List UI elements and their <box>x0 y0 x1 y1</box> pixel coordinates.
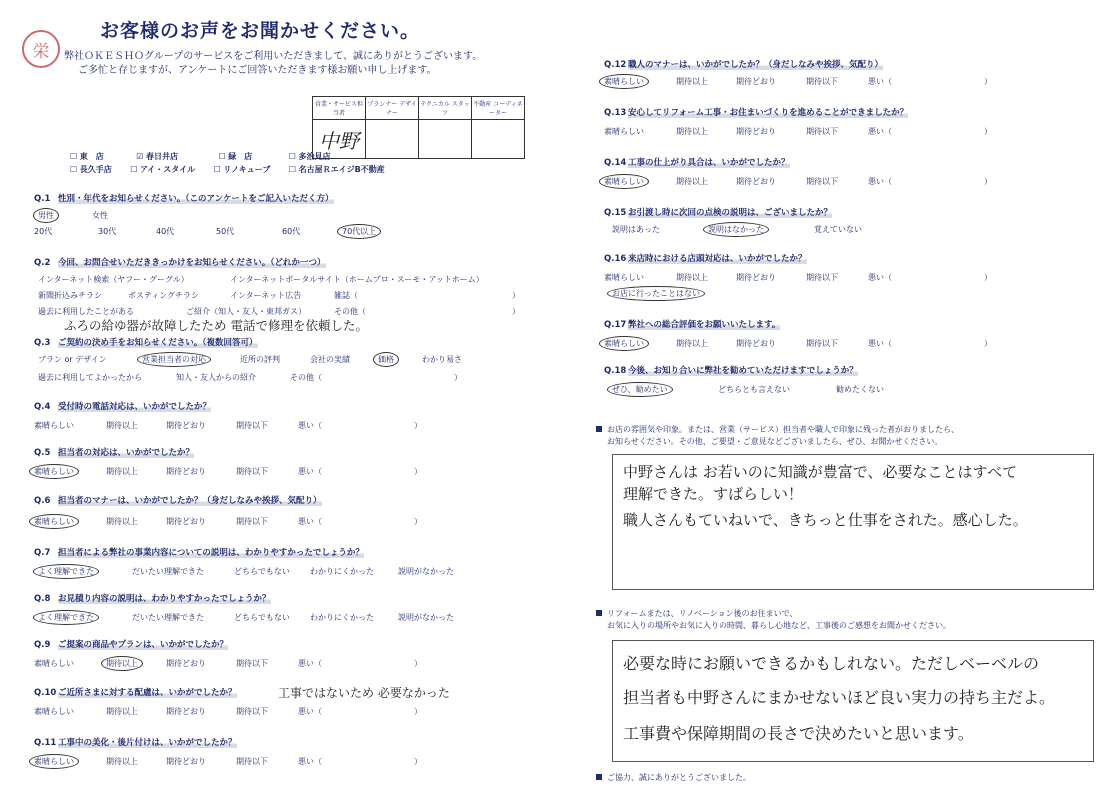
answer-option[interactable]: 悪い（ <box>298 467 322 476</box>
answer-option[interactable]: 期待以上 <box>106 707 138 716</box>
answer-option[interactable]: 近所の評判 <box>240 355 280 364</box>
answer-option[interactable]: ポスティングチラシ <box>128 291 200 300</box>
comment2-box[interactable] <box>612 640 1094 762</box>
question-heading <box>34 336 258 348</box>
answer-option[interactable]: その他（ <box>334 307 366 316</box>
answer-option[interactable]: 期待以上 <box>676 77 708 86</box>
answer-option[interactable]: ） <box>512 307 520 316</box>
answer-option[interactable]: 素晴らしい <box>604 273 644 282</box>
question-text: 職人のマナーは、いかがでしたか？（身だしなみや挨拶、気配り） <box>628 60 884 70</box>
store-checkbox[interactable]: ☑ 春日井店 <box>136 152 178 161</box>
answer-option[interactable]: 素晴らしい <box>599 336 649 351</box>
question-heading <box>34 592 271 604</box>
answer-option[interactable]: 50代 <box>216 227 235 236</box>
question-heading <box>604 156 790 168</box>
store-checkbox[interactable]: ☐ 緑 店 <box>218 152 253 161</box>
answer-option[interactable]: 期待以下 <box>236 757 268 766</box>
answer-option[interactable]: 期待以下 <box>806 77 838 86</box>
handwritten-line: 工事費や保障期間の長さで決めたいと思います。 <box>623 724 974 743</box>
question-number: Q.8 <box>34 594 51 604</box>
question-number: Q.3 <box>34 338 51 348</box>
answer-option[interactable]: 期待どおり <box>736 339 776 348</box>
answer-option[interactable]: 過去に利用してよかったから <box>38 373 142 382</box>
answer-option[interactable]: 期待どおり <box>166 421 206 430</box>
answer-option[interactable]: わかり易さ <box>422 355 462 364</box>
answer-option[interactable]: 期待以上 <box>106 421 138 430</box>
question-text: ご近所さまに対する配慮は、いかがでしたか？ <box>58 688 237 698</box>
intro-text <box>64 50 482 78</box>
answer-option[interactable]: 期待どおり <box>166 517 206 526</box>
question-number: Q.4 <box>34 402 51 412</box>
answer-option[interactable]: 期待以下 <box>806 339 838 348</box>
question-heading <box>34 638 228 650</box>
question-heading <box>604 364 858 376</box>
staff-header: 不動産 コーディネーター <box>472 97 525 120</box>
answer-option[interactable]: ） <box>512 291 520 300</box>
answer-option[interactable]: ） <box>984 339 992 348</box>
handwritten-line: 必要な時にお願いできるかもしれない。ただしベーベルの <box>623 654 1040 673</box>
answer-option[interactable]: 会社の実績 <box>310 355 350 364</box>
answer-option[interactable]: ） <box>984 77 992 86</box>
answer-option[interactable]: 素晴らしい <box>599 174 649 189</box>
handwritten-line: 担当者も中野さんにまかせないほど良い実力の持ち主だよ。 <box>623 688 1056 707</box>
handwritten-line: 理解できた。すばらしい！ <box>623 485 804 503</box>
store-list <box>70 150 395 176</box>
question-text: 今後、お知り合いに弊社を勧めていただけますでしょうか？ <box>628 366 858 376</box>
answer-option[interactable]: 期待以下 <box>236 467 268 476</box>
question-number: Q.9 <box>34 640 51 650</box>
answer-option[interactable]: 過去に利用したことがある <box>38 307 134 316</box>
answer-option[interactable]: ） <box>984 127 992 136</box>
answer-option[interactable]: 説明がなかった <box>398 567 454 576</box>
answer-option[interactable]: プラン or デザイン <box>38 355 107 364</box>
footer: ご協力、誠にありがとうございました。 <box>596 772 751 784</box>
answer-option[interactable]: 期待以下 <box>236 659 268 668</box>
answer-option[interactable]: 男性 <box>33 208 59 223</box>
answer-option[interactable]: 期待以下 <box>806 273 838 282</box>
store-checkbox[interactable]: ☐ アイ・スタイル <box>130 165 196 174</box>
question-number: Q.2 <box>34 258 51 268</box>
answer-option[interactable]: 悪い（ <box>868 177 892 186</box>
answer-option[interactable]: 悪い（ <box>298 517 322 526</box>
bullet-square <box>596 610 602 616</box>
seal-stamp: 栄 <box>22 30 60 68</box>
handwritten-line: 中野さんは お若いのに知識が豊富で、必要なことはすべて <box>623 463 1018 481</box>
answer-option[interactable]: 期待どおり <box>166 659 206 668</box>
answer-option[interactable]: 期待どおり <box>166 707 206 716</box>
question-number: Q.5 <box>34 448 51 458</box>
question-text: 工事の仕上がり具合は、いかがでしたか？ <box>628 158 790 168</box>
question-number: Q.12 <box>604 60 627 70</box>
answer-option[interactable]: どちらでもない <box>234 567 290 576</box>
bullet-square <box>596 774 602 780</box>
answer-option[interactable]: 悪い（ <box>868 273 892 282</box>
answer-option[interactable]: 60代 <box>282 227 301 236</box>
answer-option[interactable]: ） <box>454 373 462 382</box>
answer-option[interactable]: 期待以上 <box>676 339 708 348</box>
handwritten-line: 職人さんもていねいで、きちっと仕事をされた。感心した。 <box>623 511 1028 529</box>
answer-option[interactable]: 覚えていない <box>814 225 862 234</box>
answer-option[interactable]: 悪い（ <box>868 77 892 86</box>
answer-option[interactable]: どちらでもない <box>234 613 290 622</box>
answer-option[interactable]: 悪い（ <box>298 421 322 430</box>
answer-option[interactable]: だいたい理解できた <box>132 567 204 576</box>
answer-option[interactable]: 説明がなかった <box>398 613 454 622</box>
answer-option[interactable]: 期待以下 <box>236 421 268 430</box>
question-heading <box>604 252 807 264</box>
question-heading <box>34 446 194 458</box>
question-number: Q.11 <box>34 738 57 748</box>
answer-option[interactable]: 期待以下 <box>236 707 268 716</box>
answer-option[interactable]: ） <box>414 517 422 526</box>
answer-option[interactable]: 素晴らしい <box>604 127 644 136</box>
answer-option[interactable]: 期待どおり <box>736 127 776 136</box>
answer-option[interactable]: 期待以上 <box>106 517 138 526</box>
answer-option[interactable]: ） <box>414 467 422 476</box>
question-heading <box>34 494 322 506</box>
answer-option[interactable]: 素晴らしい <box>29 514 79 529</box>
question-heading <box>34 192 334 204</box>
answer-option[interactable]: 悪い（ <box>868 339 892 348</box>
answer-option[interactable]: 期待以上 <box>676 127 708 136</box>
answer-option[interactable]: 価格 <box>373 352 399 367</box>
answer-option[interactable]: インターネット検索（ヤフー・グーグル） <box>38 275 189 284</box>
answer-option[interactable]: 悪い（ <box>298 659 322 668</box>
answer-option[interactable]: 悪い（ <box>298 757 322 766</box>
question-text: お見積り内容の説明は、わかりやすかったでしょうか？ <box>58 594 271 604</box>
answer-option[interactable]: 30代 <box>98 227 117 236</box>
answer-option[interactable]: 勧めたくない <box>836 385 884 394</box>
store-checkbox[interactable]: ☐ 東 店 <box>70 152 104 161</box>
answer-option[interactable]: ） <box>984 177 992 186</box>
question-text: 担当者の対応は、いかがでしたか？ <box>58 448 195 458</box>
question-heading <box>604 58 883 70</box>
question-number: Q.10 <box>34 688 57 698</box>
answer-option[interactable]: ） <box>984 273 992 282</box>
answer-option[interactable]: 説明はあった <box>612 225 660 234</box>
question-text: 担当者による弊社の事業内容についての説明は、わかりやすかったでしょうか？ <box>58 548 364 558</box>
question-heading <box>34 546 364 558</box>
answer-option[interactable]: 素晴らしい <box>34 659 74 668</box>
answer-option[interactable]: 新聞折込みチラシ <box>38 291 102 300</box>
answer-option[interactable]: 期待どおり <box>736 77 776 86</box>
question-number: Q.17 <box>604 320 627 330</box>
answer-option[interactable]: 期待以上 <box>106 467 138 476</box>
question-number: Q.6 <box>34 496 51 506</box>
question-text: 弊社への総合評価をお願いいたします。 <box>628 320 781 330</box>
answer-option[interactable]: 期待どおり <box>736 273 776 282</box>
comment1-box[interactable] <box>612 454 1094 590</box>
answer-option[interactable]: 営業担当者の対応 <box>137 352 211 367</box>
page-title: お客様のお声をお聞かせください。 <box>100 20 421 42</box>
question-text: 性別・年代をお知らせください。（このアンケートをご記入いただく方） <box>58 194 334 204</box>
answer-option[interactable]: ） <box>414 757 422 766</box>
staff-header: プランナー デザイナー <box>366 97 419 120</box>
question-number: Q.16 <box>604 254 627 264</box>
answer-option[interactable]: 期待どおり <box>736 177 776 186</box>
question-heading <box>604 318 780 330</box>
answer-option[interactable]: ） <box>414 707 422 716</box>
answer-option[interactable]: 素晴らしい <box>34 707 74 716</box>
intro-line: ご多忙と存じますが、アンケートにご回答いただきます様お願い申し上げます。 <box>78 65 437 76</box>
question-number: Q.15 <box>604 208 627 218</box>
answer-option[interactable]: 期待以上 <box>676 273 708 282</box>
question-text: ご提案の商品やプランは、いかがでしたか？ <box>58 640 229 650</box>
question-text: 工事中の美化・後片付けは、いかがでしたか？ <box>58 738 237 748</box>
answer-option[interactable]: 素晴らしい <box>599 74 649 89</box>
answer-option[interactable]: 悪い（ <box>868 127 892 136</box>
staff-header: テクニカル スタッフ <box>419 97 472 120</box>
question-heading <box>34 400 211 412</box>
question-number: Q.1 <box>34 194 51 204</box>
store-checkbox[interactable]: ☐ 多治見店 <box>288 152 331 161</box>
question-text: 担当者のマナーは、いかがでしたか？（身だしなみや挨拶、気配り） <box>58 496 322 506</box>
answer-option[interactable]: よく理解できた <box>33 564 99 579</box>
answer-option[interactable]: 説明はなかった <box>703 222 769 237</box>
question-heading <box>34 686 237 698</box>
question-text: 安心してリフォーム工事・お住まいづくりを進めることができましたか？ <box>628 108 909 118</box>
answer-option[interactable]: 期待以上 <box>676 177 708 186</box>
handwritten-note: ふろの給ゆ器が故障したため 電話で修理を依頼した。 <box>64 318 368 333</box>
answer-option[interactable]: 期待以下 <box>806 127 838 136</box>
answer-option[interactable]: 雑誌（ <box>334 291 358 300</box>
answer-option[interactable]: 70代以上 <box>337 224 381 239</box>
answer-option[interactable]: わかりにくかった <box>310 613 374 622</box>
question-heading <box>34 256 326 268</box>
answer-option[interactable]: 20代 <box>34 227 53 236</box>
answer-option[interactable]: 期待どおり <box>166 757 206 766</box>
answer-option[interactable]: よく理解できた <box>33 610 99 625</box>
answer-option[interactable]: 期待以上 <box>101 656 143 671</box>
store-checkbox[interactable]: ☐ 長久手店 <box>70 165 112 174</box>
answer-option[interactable]: ） <box>414 659 422 668</box>
bullet-square <box>596 426 602 432</box>
intro-line: 弊社ＯＫＥＳＨＯグループのサービスをご利用いただきまして、誠にありがとうございます。 <box>64 51 483 62</box>
answer-option[interactable]: 素晴らしい <box>34 421 74 430</box>
comment1-prompt: お店の雰囲気や印象。または、営業（サービス）担当者や職人で印象に残った者がおりましたら、 お知らせください。その他、ご要望・ご意見などございましたら、ぜひ、お聞かせください。 <box>596 424 959 448</box>
question-number: Q.13 <box>604 108 627 118</box>
answer-option[interactable]: ） <box>414 421 422 430</box>
question-text: 今回、お問合せいただききっかけをお知らせください。（どれか一つ） <box>58 258 326 268</box>
answer-option[interactable]: ご紹介（知人・友人・東邦ガス） <box>186 307 306 316</box>
comment2-prompt: リフォームまたは、リノベーション後のお住まいで、 お気に入りの場所やお気に入りの時間、暮らし心地など、工事後のご感想をお聞かせください。 <box>596 608 951 632</box>
answer-option[interactable]: 悪い（ <box>298 707 322 716</box>
answer-option[interactable]: 40代 <box>156 227 175 236</box>
answer-option[interactable]: ぜひ、勧めたい <box>607 382 673 397</box>
answer-option[interactable]: 期待以上 <box>106 757 138 766</box>
answer-option[interactable]: インターネットポータルサイト（ホームプロ・スーモ・アットホーム） <box>230 275 484 284</box>
answer-option[interactable]: 期待どおり <box>166 467 206 476</box>
answer-option[interactable]: お店に行ったことはない <box>607 286 705 301</box>
question-number: Q.7 <box>34 548 51 558</box>
staff-value[interactable] <box>419 120 472 159</box>
staff-value[interactable] <box>472 120 525 159</box>
staff-value[interactable]: 中野 <box>313 120 366 159</box>
answer-option[interactable]: 期待以下 <box>806 177 838 186</box>
answer-option[interactable]: どちらとも言えない <box>718 385 790 394</box>
answer-option[interactable]: 期待以下 <box>236 517 268 526</box>
answer-option[interactable]: わかりにくかった <box>310 567 374 576</box>
question-text: 来店時における店頭対応は、いかがでしたか？ <box>628 254 807 264</box>
answer-option[interactable]: だいたい理解できた <box>132 613 204 622</box>
question-heading <box>604 206 832 218</box>
question-text: ご契約の決め手をお知らせください。（複数回答可） <box>58 338 258 348</box>
question-text: 受付時の電話対応は、いかがでしたか？ <box>58 402 212 412</box>
store-checkbox[interactable]: ☐ リノキューブ <box>213 165 271 174</box>
question-text: お引渡し時に次回の点検の説明は、ございましたか？ <box>628 208 833 218</box>
answer-option[interactable]: 素晴らしい <box>29 754 79 769</box>
answer-option[interactable]: インターネット広告 <box>230 291 302 300</box>
answer-option[interactable]: 女性 <box>92 211 108 220</box>
answer-option[interactable]: その他（ <box>290 373 322 382</box>
answer-option[interactable]: 知人・友人からの紹介 <box>176 373 256 382</box>
question-number: Q.18 <box>604 366 627 376</box>
question-heading <box>34 736 237 748</box>
staff-header: 営業・サービス担当者 <box>313 97 366 120</box>
answer-option[interactable]: 素晴らしい <box>29 464 79 479</box>
store-checkbox[interactable]: ☐ 名古屋ＲエイジB不動産 <box>288 165 385 174</box>
handwritten-note: 工事ではないため 必要なかった <box>278 686 450 700</box>
question-heading <box>604 106 908 118</box>
question-number: Q.14 <box>604 158 627 168</box>
